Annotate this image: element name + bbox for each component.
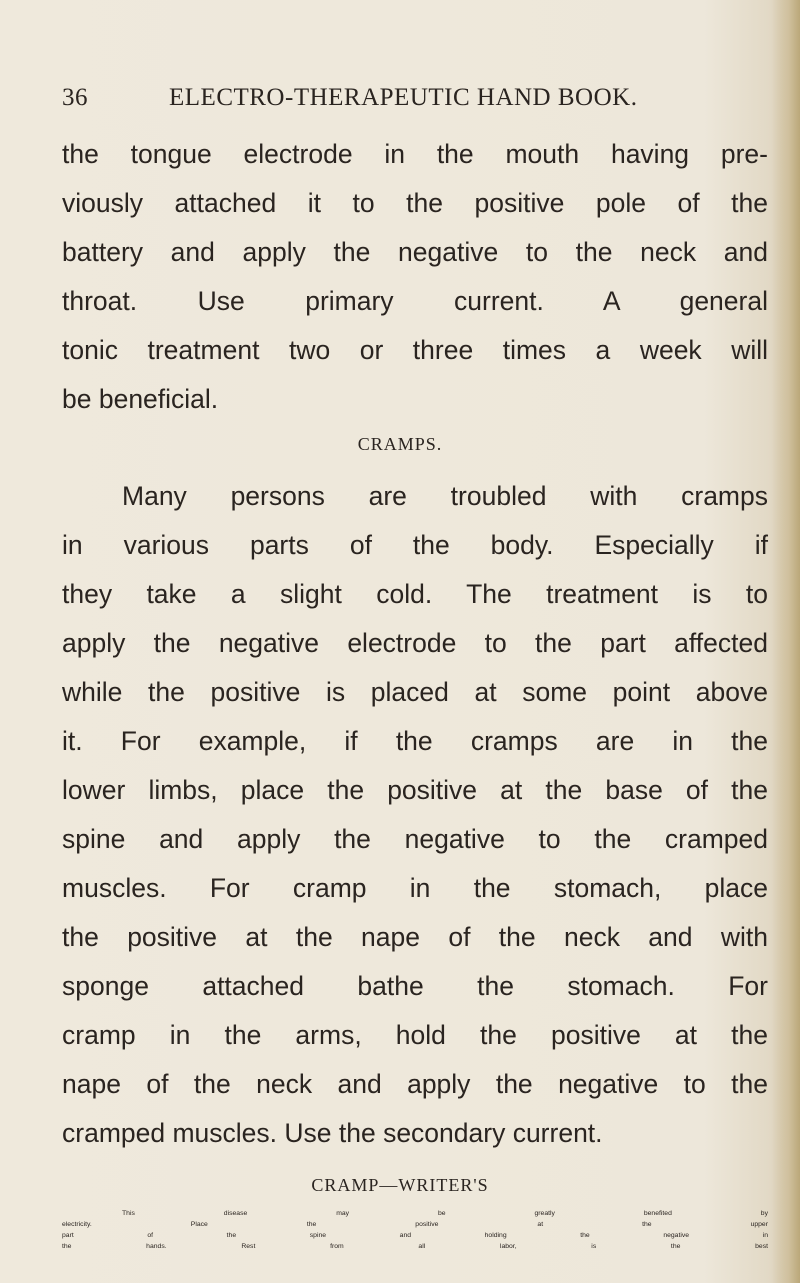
page-number: 36 — [62, 84, 88, 111]
text-line: part of the spine and holding the negative in — [62, 1232, 768, 1239]
text-line: cramped muscles. Use the secondary current. — [62, 1118, 603, 1148]
text-line: the hands. Rest from all labor, is the best — [62, 1243, 768, 1250]
text-line: the tongue electrode in the mouth having pre- — [62, 139, 768, 169]
text-line: the positive at the nape of the neck and with — [62, 922, 768, 952]
text-line: lower limbs, place the positive at the base of the — [62, 775, 768, 805]
text-line: be beneficial. — [62, 384, 219, 414]
text-line: spine and apply the negative to the cramped — [62, 824, 768, 854]
text-line: Many persons are troubled with cramps — [122, 481, 768, 511]
text-line: electricity. Place the positive at the upper — [62, 1221, 768, 1228]
text-line: they take a slight cold. The treatment is to — [62, 579, 768, 609]
text-line: while the positive is placed at some point above — [62, 677, 768, 707]
text-line: it. For example, if the cramps are in the — [62, 726, 768, 756]
page-edge-shadow — [772, 0, 800, 1283]
text-line: cramp in the arms, hold the positive at the — [62, 1020, 768, 1050]
text-line: sponge attached bathe the stomach. For — [62, 971, 768, 1001]
text-line: throat. Use primary current. A general — [62, 286, 768, 316]
text-line: nape of the neck and apply the negative to the — [62, 1069, 768, 1099]
text-line: viously attached it to the positive pole of the — [62, 188, 768, 218]
section-heading-cramps: CRAMPS. — [357, 434, 443, 454]
running-head — [62, 84, 762, 124]
text-line: in various parts of the body. Especially if — [62, 530, 768, 560]
running-title: ELECTRO-THERAPEUTIC HAND BOOK. — [169, 84, 638, 111]
text-line: battery and apply the negative to the neck and — [62, 237, 768, 267]
text-line: tonic treatment two or three times a week will — [62, 335, 768, 365]
text-line: This disease may be greatly benefited by — [122, 1210, 768, 1217]
text-line: apply the negative electrode to the part affected — [62, 628, 768, 658]
section-heading-writers-cramp: CRAMP—WRITER'S — [311, 1175, 489, 1195]
text-line: muscles. For cramp in the stomach, place — [62, 873, 768, 903]
